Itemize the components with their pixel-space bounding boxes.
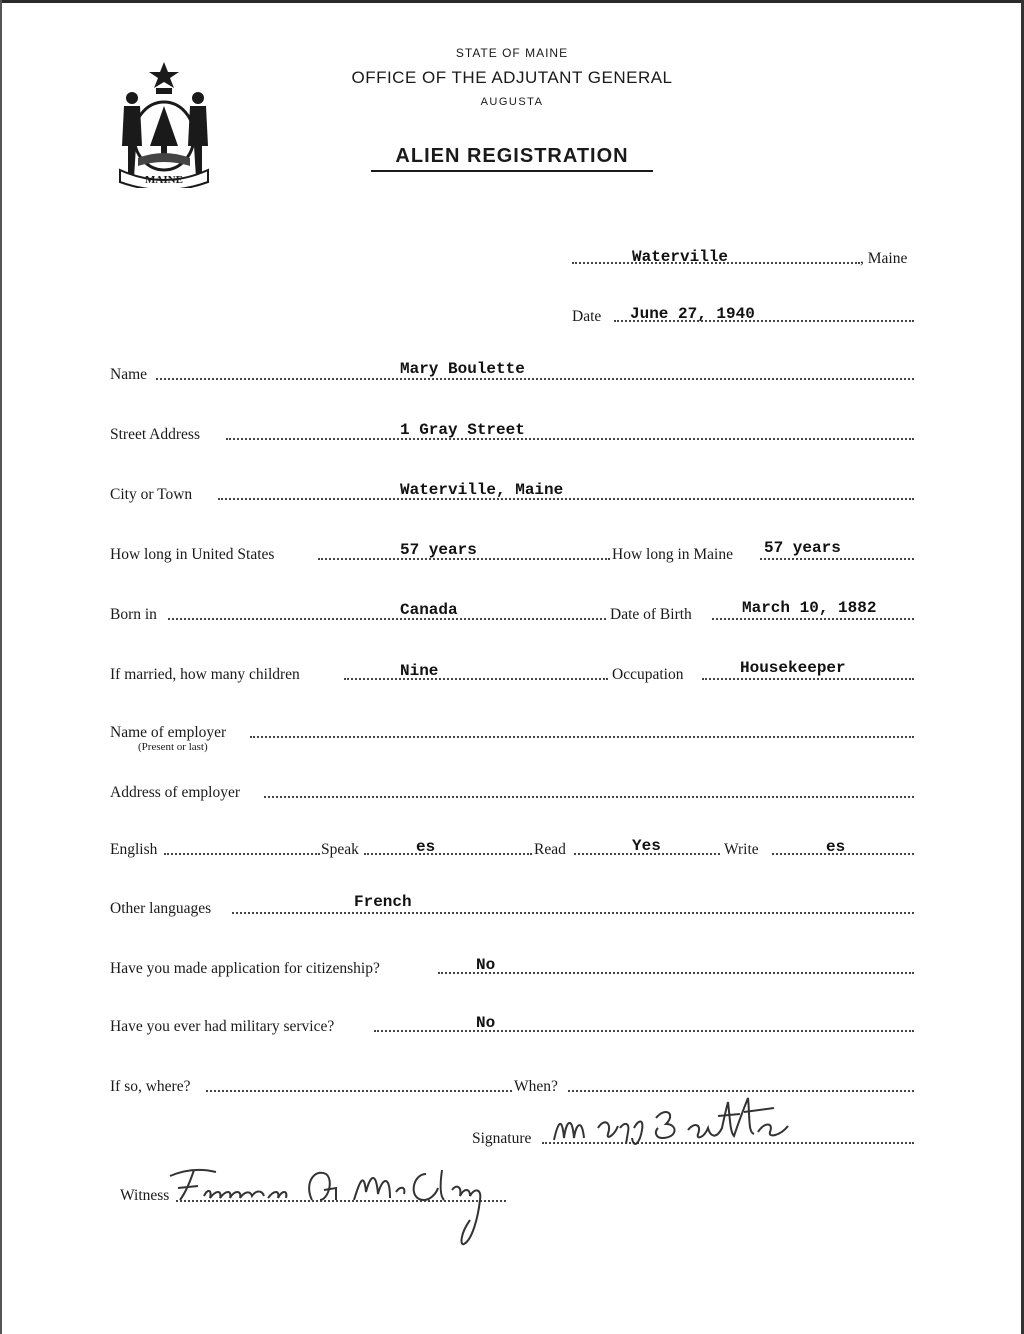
header-city: AUGUSTA	[480, 96, 544, 108]
how-long-maine-label: How long in Maine	[612, 546, 733, 563]
street-label: Street Address	[110, 426, 200, 443]
date-of-birth-value: March 10, 1882	[742, 599, 877, 617]
employer-address-line	[264, 796, 914, 798]
city-label: City or Town	[110, 486, 193, 503]
other-languages-line	[232, 912, 914, 914]
header-state: STATE OF MAINE	[455, 46, 569, 60]
write-label: Write	[724, 841, 759, 858]
citizenship-label: Have you made application for citizenship?	[110, 960, 380, 977]
form-title: ALIEN REGISTRATION	[395, 145, 629, 167]
speak-label: Speak	[321, 841, 359, 858]
citizenship-value: No	[476, 956, 496, 974]
date-label: Date	[572, 308, 602, 325]
military-value: No	[476, 1014, 496, 1032]
speak-line	[364, 853, 532, 855]
children-label: If married, how many children	[110, 666, 300, 683]
how-long-maine-line	[760, 558, 914, 560]
where-label: If so, where?	[110, 1078, 191, 1095]
how-long-us-label: How long in United States	[110, 546, 275, 563]
name-line	[156, 378, 914, 380]
street-value: 1 Gray Street	[400, 421, 525, 439]
speak-value: es	[416, 838, 436, 856]
date-of-birth-line	[712, 618, 914, 620]
witness-label: Witness	[120, 1187, 170, 1204]
other-languages-value: French	[354, 893, 412, 911]
children-value: Nine	[400, 662, 439, 680]
signature-handwriting	[548, 1088, 838, 1152]
employer-address-label: Address of employer	[110, 784, 240, 801]
state-of-maine-seal-icon	[108, 58, 220, 188]
signature-label: Signature	[472, 1130, 532, 1147]
occupation-value: Housekeeper	[740, 659, 846, 677]
name-value: Mary Boulette	[400, 360, 525, 378]
street-line	[226, 438, 914, 440]
how-long-maine-value: 57 years	[764, 539, 841, 557]
place-suffix: , Maine	[860, 250, 908, 267]
write-value: es	[826, 838, 846, 856]
born-in-label: Born in	[110, 606, 157, 623]
when-label: When?	[514, 1078, 558, 1095]
name-label: Name	[110, 366, 148, 383]
title-underline	[371, 170, 653, 172]
read-value: Yes	[632, 837, 661, 855]
header-office: OFFICE OF THE ADJUTANT GENERAL	[351, 68, 673, 87]
occupation-line	[702, 678, 914, 680]
born-in-line	[168, 618, 606, 620]
english-line	[164, 853, 320, 855]
other-languages-label: Other languages	[110, 900, 212, 917]
military-label: Have you ever had military service?	[110, 1018, 335, 1035]
occupation-label: Occupation	[612, 666, 684, 683]
city-line	[218, 498, 914, 500]
english-label: English	[110, 841, 158, 858]
born-in-value: Canada	[400, 601, 458, 619]
date-value: June 27, 1940	[630, 305, 755, 323]
military-line	[374, 1030, 914, 1032]
employer-name-label: Name of employer	[110, 724, 227, 741]
citizenship-line	[438, 972, 914, 974]
employer-name-line	[250, 736, 914, 738]
employer-name-sublabel: (Present or last)	[138, 741, 208, 753]
seal-text: MAINE	[145, 174, 183, 186]
date-of-birth-label: Date of Birth	[610, 606, 692, 623]
where-line	[206, 1090, 512, 1092]
scan-edge-top	[0, 0, 1024, 3]
read-label: Read	[534, 841, 566, 858]
scan-edge-left	[0, 0, 2, 1334]
children-line	[344, 678, 608, 680]
how-long-us-value: 57 years	[400, 541, 477, 559]
city-value: Waterville, Maine	[400, 481, 564, 499]
witness-handwriting	[164, 1160, 524, 1250]
place-value: Waterville	[632, 248, 729, 266]
